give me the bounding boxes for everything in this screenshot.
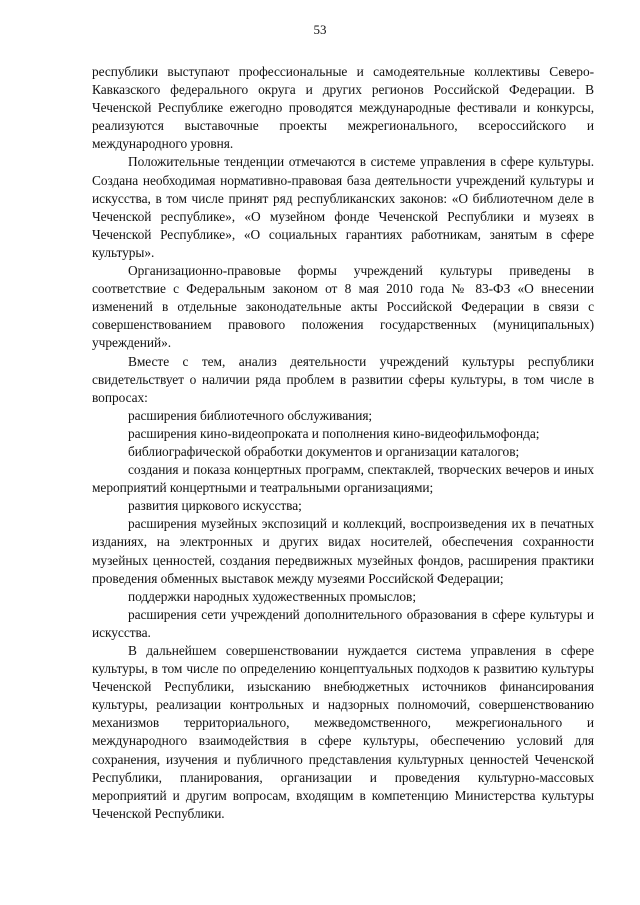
- list-item-circus: развития циркового искусства;: [128, 498, 302, 514]
- list-item-education: расширения сети учреждений дополнительного образования в сфере культуры и искусства.: [92, 606, 594, 640]
- paragraph-positive-trends: Положительные тенденции отмечаются в системе управления в сфере культуры. Создана необходимая нормативно-правовая база деятельности учреждений культуры и искусства, в том числе принят ряд республиканских законов: «О библиотечном деле в Чеченской республике», «О музейном фонде Чеченской Республики и музеях в Чеченской Республике», «О социальных гарантиях работникам, занятым в сфере культуры».: [92, 154, 594, 260]
- list-item-film: расширения кино-видеопроката и пополнения кино-видеофильмофонда;: [128, 425, 540, 441]
- list-item-concerts: создания и показа концертных программ, спектаклей, творческих вечеров и иных мероприятий концертными и театральными организациями;: [92, 462, 594, 496]
- list-item-museums: расширения музейных экспозиций и коллекций, воспроизведения их в печатных изданиях, на электронных и других видах носителей, обеспечения сохранности музейных ценностей, создания передвижных музейных фондов, расширения практики проведения обменных выставок между музеями Российской Федерации;: [92, 516, 594, 586]
- list-item-library: расширения библиотечного обслуживания;: [128, 407, 373, 423]
- paragraph-legal-forms: Организационно-правовые формы учреждений культуры приведены в соответствие с Федеральным законом от 8 мая 2010 года № 83-ФЗ «О внесении изменений в отдельные законодательные акты Российской Федерации в связи с совершенствованием правового положения государственных (муниципальных) учреждений».: [92, 263, 594, 351]
- list-item-bibliography: библиографической обработки документов и организации каталогов;: [128, 443, 520, 459]
- paragraph-management: В дальнейшем совершенствовании нуждается система управления в сфере культуры, в том числе по определению концептуальных подходов к развитию культуры Чеченской Республики, изысканию внебюджетных источников финансирования культуры, реализации контрольных и надзорных полномочий, совершенствованию механизмов территориального, межведомственного, межрегионального и международного взаимодействия в сфере культуры, обеспечению условий для сохранения, изучения и публичного представления культурных ценностей Чеченской Республики, планирования, организации и проведения культурно-массовых мероприятий и другим вопросам, входящим в компетенцию Министерства культуры Чеченской Республики.: [92, 643, 594, 821]
- paragraph-problems-intro: Вместе с тем, анализ деятельности учреждений культуры республики свидетельствует о наличии ряда проблем в развитии сферы культуры, в том числе в вопросах:: [92, 353, 594, 405]
- list-item-crafts: поддержки народных художественных промыслов;: [128, 588, 416, 604]
- page-number: 53: [313, 22, 327, 37]
- paragraph-continuation: республики выступают профессиональные и самодеятельные коллективы Северо-Кавказского федерального округа и других регионов Российской Федерации. В Чеченской Республике ежегодно проводятся международные фестивали и конкурсы, реализуются выставочные проекты межрегионального, всероссийского и международного уровня.: [92, 64, 594, 152]
- body-text: [92, 63, 594, 823]
